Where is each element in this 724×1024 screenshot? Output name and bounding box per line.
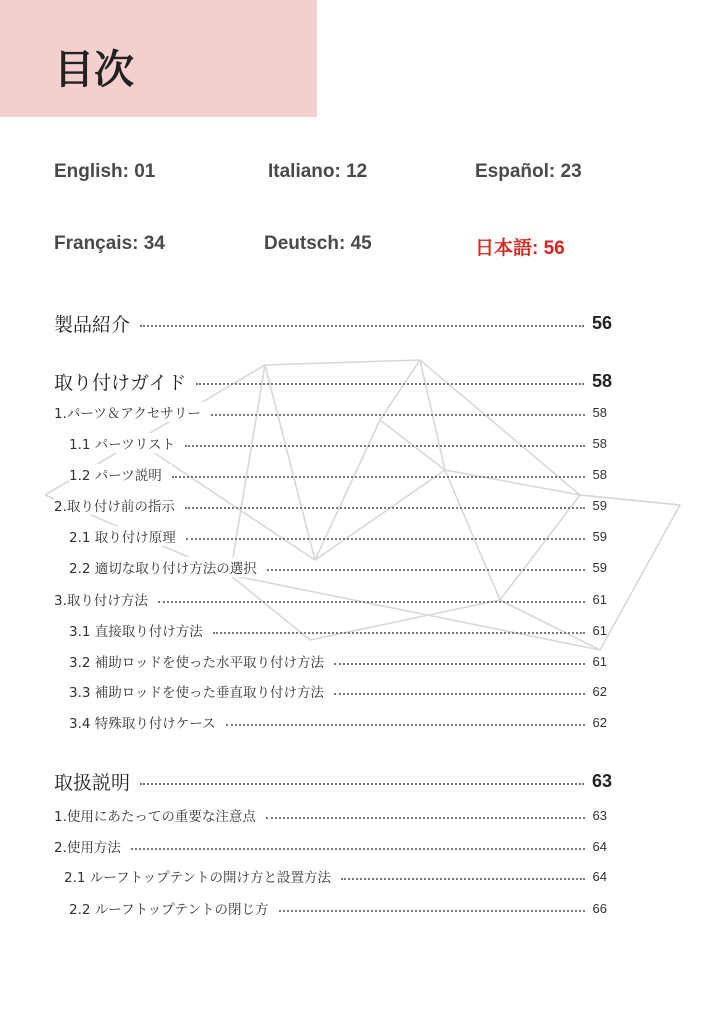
page-title: 目次 — [54, 47, 134, 93]
toc-entry[interactable] — [69, 647, 607, 675]
lang-francais[interactable]: Français: 34 — [54, 233, 165, 254]
lang-italiano[interactable]: Italiano: 12 — [268, 161, 368, 182]
toc-page: 58 — [592, 435, 607, 451]
toc-label: 1.パーツ＆アクセサリー — [54, 402, 211, 422]
toc-label: 1.2 パーツ説明 — [69, 464, 172, 484]
dot-leader — [267, 569, 585, 571]
toc-page: 63 — [591, 770, 612, 791]
toc-label: 1.1 パーツリスト — [69, 433, 185, 453]
toc-entry[interactable] — [69, 616, 607, 644]
dot-leader — [172, 476, 585, 478]
dot-leader — [186, 538, 585, 540]
toc-page: 58 — [591, 370, 612, 391]
toc-label: 製品紹介 — [54, 310, 140, 337]
dot-leader — [334, 663, 585, 665]
toc-page: 58 — [592, 466, 607, 482]
toc-label: 2.2 ルーフトップテントの閉じ方 — [69, 898, 279, 918]
toc-entry[interactable] — [54, 585, 607, 613]
toc-label: 3.3 補助ロッドを使った垂直取り付け方法 — [69, 681, 334, 701]
toc-entry[interactable] — [69, 894, 607, 922]
toc-entry[interactable] — [69, 677, 607, 705]
dot-leader — [185, 507, 585, 509]
toc-page: 61 — [592, 591, 607, 607]
dot-leader — [213, 632, 585, 634]
lang-japanese[interactable]: 日本語: 56 — [475, 238, 565, 259]
toc-entry[interactable] — [54, 367, 612, 395]
dot-leader — [140, 783, 584, 785]
toc-page: 66 — [592, 900, 607, 916]
toc-page: 63 — [592, 807, 607, 823]
dot-leader — [266, 817, 585, 819]
dot-leader — [341, 878, 585, 880]
toc-entry[interactable] — [54, 767, 612, 795]
dot-leader — [334, 693, 585, 695]
toc-entry[interactable] — [64, 862, 607, 890]
dot-leader — [279, 910, 585, 912]
toc-page: 59 — [592, 528, 607, 544]
toc-label: 2.使用方法 — [54, 836, 131, 856]
toc-page: 61 — [592, 653, 607, 669]
toc-label: 3.2 補助ロッドを使った水平取り付け方法 — [69, 651, 334, 671]
lang-english[interactable]: English: 01 — [54, 161, 156, 182]
dot-leader — [131, 848, 585, 850]
toc-page: 64 — [592, 838, 607, 854]
toc-label: 2.取り付け前の指示 — [54, 495, 185, 515]
toc-entry[interactable] — [54, 398, 607, 426]
toc-entry[interactable] — [54, 832, 607, 860]
lang-deutsch[interactable]: Deutsch: 45 — [264, 233, 372, 254]
toc-label: 3.4 特殊取り付けケース — [69, 712, 226, 732]
dot-leader — [196, 383, 584, 385]
toc-entry[interactable] — [54, 801, 607, 829]
toc-entry[interactable] — [69, 553, 607, 581]
dot-leader — [140, 325, 584, 327]
toc-entry[interactable] — [69, 708, 607, 736]
toc-label: 2.1 ルーフトップテントの開け方と設置方法 — [64, 866, 341, 886]
toc-label: 取り付けガイド — [54, 368, 196, 395]
toc-label: 1.使用にあたっての重要な注意点 — [54, 805, 266, 825]
toc-entry[interactable] — [69, 522, 607, 550]
toc-entry[interactable] — [69, 460, 607, 488]
toc-entry[interactable] — [54, 309, 612, 337]
toc-page: 61 — [592, 622, 607, 638]
toc-label: 3.取り付け方法 — [54, 589, 158, 609]
toc-entry[interactable] — [69, 429, 607, 457]
toc-page: 64 — [592, 868, 607, 884]
toc-entry[interactable] — [54, 491, 607, 519]
dot-leader — [185, 445, 585, 447]
dot-leader — [226, 724, 585, 726]
toc-label: 2.1 取り付け原理 — [69, 526, 186, 546]
dot-leader — [158, 601, 585, 603]
toc-label: 3.1 直接取り付け方法 — [69, 620, 213, 640]
toc-page: 58 — [592, 404, 607, 420]
toc-page: 62 — [592, 683, 607, 699]
toc-page: 59 — [592, 497, 607, 513]
toc-page: 59 — [592, 559, 607, 575]
toc-page: 62 — [592, 714, 607, 730]
toc-label: 2.2 適切な取り付け方法の選択 — [69, 557, 267, 577]
lang-espanol[interactable]: Español: 23 — [475, 161, 582, 182]
toc-page: 56 — [591, 312, 612, 333]
toc-label: 取扱説明 — [54, 768, 140, 795]
dot-leader — [211, 414, 585, 416]
